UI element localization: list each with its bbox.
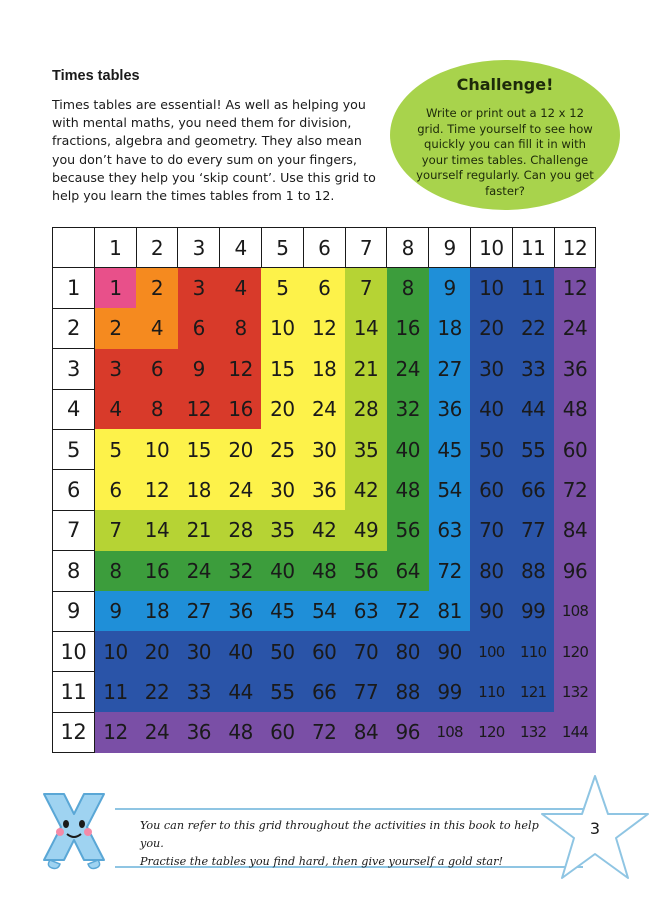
table-row	[53, 470, 596, 510]
column-header: 9	[429, 228, 471, 268]
product-cell: 48	[220, 712, 262, 752]
page-title: Times tables	[52, 68, 140, 84]
row-header: 10	[53, 631, 95, 671]
product-cell: 33	[512, 349, 554, 389]
product-cell: 48	[303, 551, 345, 591]
product-cell: 6	[94, 470, 136, 510]
product-cell: 132	[512, 712, 554, 752]
product-cell: 100	[470, 631, 512, 671]
row-header: 4	[53, 389, 95, 429]
product-cell: 50	[470, 429, 512, 469]
product-cell: 30	[470, 349, 512, 389]
product-cell: 12	[303, 308, 345, 348]
product-cell: 9	[94, 591, 136, 631]
table-row	[53, 268, 596, 308]
times-table-grid	[52, 227, 596, 753]
product-cell: 36	[554, 349, 596, 389]
product-cell: 8	[136, 389, 178, 429]
product-cell: 90	[429, 631, 471, 671]
product-cell: 3	[178, 268, 220, 308]
product-cell: 56	[387, 510, 429, 550]
product-cell: 40	[387, 429, 429, 469]
product-cell: 22	[512, 308, 554, 348]
product-cell: 44	[220, 672, 262, 712]
product-cell: 70	[345, 631, 387, 671]
product-cell: 72	[303, 712, 345, 752]
product-cell: 36	[429, 389, 471, 429]
product-cell: 60	[470, 470, 512, 510]
row-header: 9	[53, 591, 95, 631]
product-cell: 9	[178, 349, 220, 389]
product-cell: 84	[345, 712, 387, 752]
product-cell: 120	[554, 631, 596, 671]
intro-paragraph: Times tables are essential! As well as helping you with mental maths, you need them for division, fractions, algebra and geometry. They also mean you don’t have to do every sum on your fingers, because they help you ‘skip count’. Use this grid to help you learn the times tables from 1 to 12.	[52, 97, 376, 204]
product-cell: 108	[554, 591, 596, 631]
product-cell: 81	[429, 591, 471, 631]
product-cell: 24	[178, 551, 220, 591]
product-cell: 11	[512, 268, 554, 308]
table-row	[53, 672, 596, 712]
table-row	[53, 591, 596, 631]
product-cell: 99	[512, 591, 554, 631]
product-cell: 55	[261, 672, 303, 712]
table-row	[53, 308, 596, 348]
product-cell: 42	[303, 510, 345, 550]
product-cell: 90	[470, 591, 512, 631]
column-header: 1	[94, 228, 136, 268]
row-header: 12	[53, 712, 95, 752]
product-cell: 28	[220, 510, 262, 550]
product-cell: 33	[178, 672, 220, 712]
product-cell: 21	[178, 510, 220, 550]
product-cell: 121	[512, 672, 554, 712]
product-cell: 132	[554, 672, 596, 712]
product-cell: 12	[136, 470, 178, 510]
product-cell: 8	[94, 551, 136, 591]
product-cell: 24	[136, 712, 178, 752]
product-cell: 21	[345, 349, 387, 389]
column-header: 10	[470, 228, 512, 268]
product-cell: 63	[345, 591, 387, 631]
product-cell: 11	[94, 672, 136, 712]
product-cell: 20	[136, 631, 178, 671]
product-cell: 30	[178, 631, 220, 671]
product-cell: 77	[512, 510, 554, 550]
product-cell: 18	[178, 470, 220, 510]
star-icon	[540, 772, 650, 890]
product-cell: 63	[429, 510, 471, 550]
product-cell: 12	[178, 389, 220, 429]
challenge-title: Challenge!	[456, 75, 554, 94]
product-cell: 9	[429, 268, 471, 308]
product-cell: 60	[303, 631, 345, 671]
product-cell: 88	[387, 672, 429, 712]
product-cell: 2	[94, 308, 136, 348]
row-header: 11	[53, 672, 95, 712]
product-cell: 120	[470, 712, 512, 752]
product-cell: 22	[136, 672, 178, 712]
product-cell: 20	[220, 429, 262, 469]
product-cell: 27	[429, 349, 471, 389]
product-cell: 18	[136, 591, 178, 631]
product-cell: 4	[220, 268, 262, 308]
product-cell: 20	[470, 308, 512, 348]
product-cell: 3	[94, 349, 136, 389]
product-cell: 54	[429, 470, 471, 510]
product-cell: 24	[387, 349, 429, 389]
product-cell: 15	[261, 349, 303, 389]
product-cell: 35	[345, 429, 387, 469]
product-cell: 6	[303, 268, 345, 308]
product-cell: 24	[303, 389, 345, 429]
column-header: 5	[261, 228, 303, 268]
column-header: 6	[303, 228, 345, 268]
table-row	[53, 389, 596, 429]
row-header: 3	[53, 349, 95, 389]
product-cell: 45	[261, 591, 303, 631]
header-row	[53, 228, 596, 268]
product-cell: 88	[512, 551, 554, 591]
product-cell: 24	[554, 308, 596, 348]
product-cell: 50	[261, 631, 303, 671]
row-header: 2	[53, 308, 95, 348]
product-cell: 84	[554, 510, 596, 550]
product-cell: 25	[261, 429, 303, 469]
product-cell: 80	[387, 631, 429, 671]
product-cell: 28	[345, 389, 387, 429]
product-cell: 64	[387, 551, 429, 591]
product-cell: 36	[303, 470, 345, 510]
product-cell: 60	[261, 712, 303, 752]
table-row	[53, 631, 596, 671]
product-cell: 10	[261, 308, 303, 348]
product-cell: 40	[470, 389, 512, 429]
product-cell: 12	[220, 349, 262, 389]
product-cell: 40	[261, 551, 303, 591]
table-row	[53, 349, 596, 389]
product-cell: 30	[303, 429, 345, 469]
product-cell: 18	[429, 308, 471, 348]
product-cell: 72	[554, 470, 596, 510]
column-header: 12	[554, 228, 596, 268]
table-row	[53, 551, 596, 591]
page-number: 3	[589, 819, 601, 838]
product-cell: 96	[554, 551, 596, 591]
product-cell: 18	[303, 349, 345, 389]
product-cell: 110	[470, 672, 512, 712]
footer-line-2: Practise the tables you find hard, then give yourself a gold star!	[140, 855, 503, 868]
product-cell: 54	[303, 591, 345, 631]
product-cell: 12	[94, 712, 136, 752]
product-cell: 5	[94, 429, 136, 469]
column-header: 3	[178, 228, 220, 268]
product-cell: 45	[429, 429, 471, 469]
product-cell: 36	[178, 712, 220, 752]
product-cell: 35	[261, 510, 303, 550]
product-cell: 36	[220, 591, 262, 631]
product-cell: 72	[429, 551, 471, 591]
footer-line-1: You can refer to this grid throughout the activities in this book to help you.	[140, 819, 539, 850]
product-cell: 108	[429, 712, 471, 752]
column-header: 4	[220, 228, 262, 268]
product-cell: 16	[220, 389, 262, 429]
column-header: 7	[345, 228, 387, 268]
row-header: 6	[53, 470, 95, 510]
row-header: 8	[53, 551, 95, 591]
product-cell: 30	[261, 470, 303, 510]
product-cell: 27	[178, 591, 220, 631]
column-header: 8	[387, 228, 429, 268]
product-cell: 32	[220, 551, 262, 591]
product-cell: 60	[554, 429, 596, 469]
product-cell: 66	[512, 470, 554, 510]
product-cell: 7	[94, 510, 136, 550]
product-cell: 14	[136, 510, 178, 550]
corner-cell	[53, 228, 95, 268]
product-cell: 10	[94, 631, 136, 671]
row-header: 7	[53, 510, 95, 550]
product-cell: 42	[345, 470, 387, 510]
row-header: 5	[53, 429, 95, 469]
product-cell: 20	[261, 389, 303, 429]
product-cell: 44	[512, 389, 554, 429]
table-row	[53, 712, 596, 752]
product-cell: 16	[136, 551, 178, 591]
product-cell: 144	[554, 712, 596, 752]
product-cell: 10	[136, 429, 178, 469]
product-cell: 16	[387, 308, 429, 348]
product-cell: 12	[554, 268, 596, 308]
product-cell: 70	[470, 510, 512, 550]
column-header: 11	[512, 228, 554, 268]
footer-text	[140, 817, 560, 871]
column-header: 2	[136, 228, 178, 268]
product-cell: 4	[94, 389, 136, 429]
product-cell: 48	[554, 389, 596, 429]
product-cell: 77	[345, 672, 387, 712]
product-cell: 8	[387, 268, 429, 308]
challenge-text: Write or print out a 12 x 12 grid. Time yourself to see how quickly you can fill it in with your times tables. Challenge yourself regularly. Can you get faster?	[416, 106, 594, 198]
product-cell: 7	[345, 268, 387, 308]
product-cell: 4	[136, 308, 178, 348]
product-cell: 96	[387, 712, 429, 752]
product-cell: 6	[178, 308, 220, 348]
product-cell: 32	[387, 389, 429, 429]
product-cell: 49	[345, 510, 387, 550]
product-cell: 8	[220, 308, 262, 348]
product-cell: 15	[178, 429, 220, 469]
product-cell: 1	[94, 268, 136, 308]
product-cell: 99	[429, 672, 471, 712]
product-cell: 40	[220, 631, 262, 671]
challenge-bubble	[390, 60, 620, 210]
product-cell: 6	[136, 349, 178, 389]
table-row	[53, 429, 596, 469]
product-cell: 80	[470, 551, 512, 591]
product-cell: 110	[512, 631, 554, 671]
table-row	[53, 510, 596, 550]
product-cell: 66	[303, 672, 345, 712]
product-cell: 56	[345, 551, 387, 591]
product-cell: 14	[345, 308, 387, 348]
product-cell: 48	[387, 470, 429, 510]
product-cell: 24	[220, 470, 262, 510]
product-cell: 72	[387, 591, 429, 631]
product-cell: 55	[512, 429, 554, 469]
product-cell: 2	[136, 268, 178, 308]
row-header: 1	[53, 268, 95, 308]
product-cell: 5	[261, 268, 303, 308]
product-cell: 10	[470, 268, 512, 308]
mascot-icon	[14, 782, 134, 872]
